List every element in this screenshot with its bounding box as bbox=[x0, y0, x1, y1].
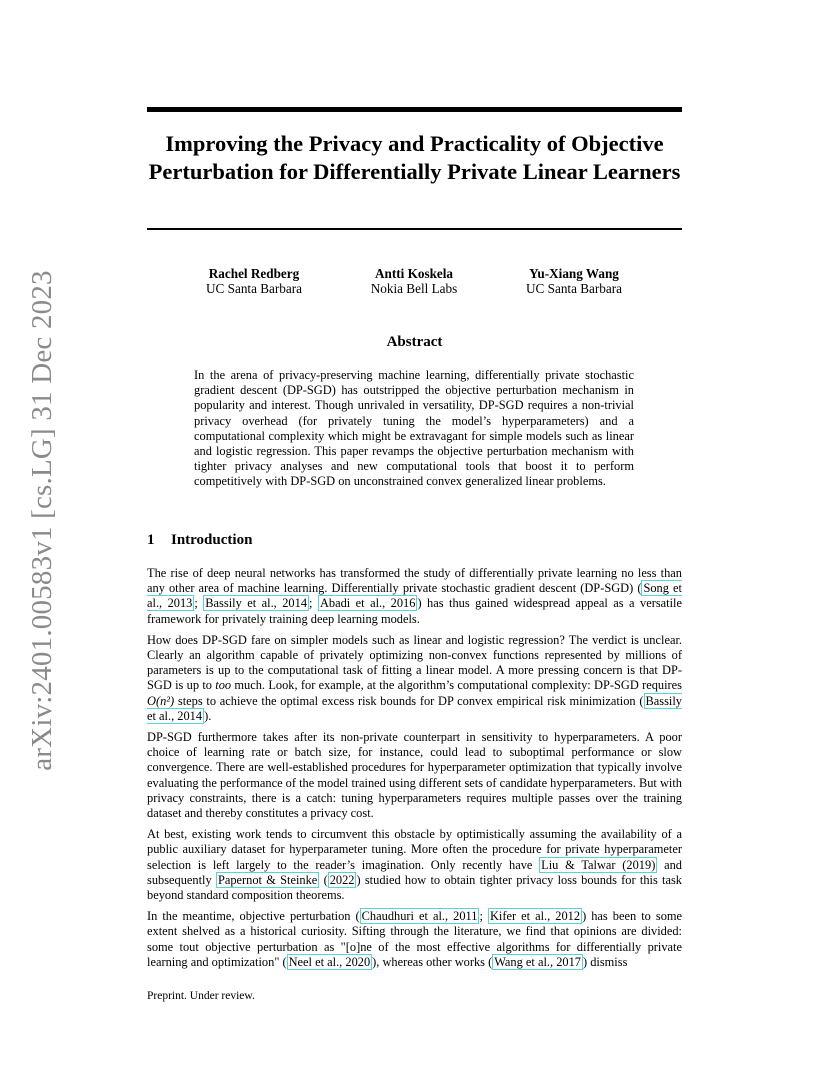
text-run: The rise of deep neural networks has transformed the study of differentially private learning no less than any other area of machine learning. Differentially private stochastic gradient descent (DP-SGD) ( bbox=[147, 566, 682, 596]
paragraph bbox=[147, 909, 682, 970]
author-block bbox=[324, 266, 504, 296]
text-run: ), whereas other works ( bbox=[372, 954, 493, 969]
citation-link[interactable]: Liu & Talwar (2019) bbox=[541, 857, 656, 872]
author-name: Rachel Redberg bbox=[208, 266, 300, 281]
citation-link[interactable]: Song et al., 2013 bbox=[147, 581, 682, 611]
citation-link[interactable]: Chaudhuri et al., 2011 bbox=[361, 909, 478, 924]
author-affiliation: UC Santa Barbara bbox=[206, 281, 302, 296]
author-name: Yu-Xiang Wang bbox=[529, 266, 619, 281]
paragraph: DP-SGD furthermore takes after its non-private counterpart in sensitivity to hyperparameters. A poor choice of learning rate or batch size, for instance, could lead to suboptimal performance or slow convergence. There are well-established procedures for hyperparameter optimization that typically involve evaluating the performance of the model trained using different sets of candidate hyperparameters. But with privacy constraints, there is a catch: tuning hyperparameters requires multiple passes over the training dataset and thereby constitutes a privacy cost. bbox=[147, 730, 682, 821]
body-text bbox=[147, 566, 682, 976]
section-heading bbox=[147, 532, 252, 549]
text-run: How does DP-SGD fare on simpler models such as linear and logistic regression? The verdict is unclear. Clearly an algorithm capable of privately optimizing non-convex functions represented by millions of parameters is up to the computational task of fitting a linear model. A more pressing concern is that DP-SGD is up to bbox=[147, 632, 682, 693]
abstract-heading: Abstract bbox=[386, 334, 443, 350]
text-run: much. Look, for example, at the algorithm’s computational complexity: DP-SGD requires bbox=[231, 678, 682, 693]
text-run: ; bbox=[479, 909, 488, 924]
section-title: Introduction bbox=[171, 532, 253, 548]
text-run: ) has been to some extent shelved as a historical curiosity. Sifting through the literature, we find that opinions are divided: some tout objective perturbation as "[o]ne of the most effective algorithms for differentially private learning and optimization" ( bbox=[147, 909, 683, 969]
author-name: Antti Koskela bbox=[374, 266, 454, 281]
author-block bbox=[484, 266, 664, 296]
section-number: 1 bbox=[147, 532, 155, 548]
arxiv-identifier-text: arXiv:2401.00583v1 [cs.LG] 31 Dec 2023 bbox=[25, 269, 58, 771]
text-run: ) studied how to obtain tighter privacy loss bounds for this task beyond standard composition theorems. bbox=[147, 872, 682, 903]
abstract-text: In the arena of privacy-preserving machine learning, differentially private stochastic gradient descent (DP-SGD) has outstripped the objective perturbation mechanism in popularity and interest. Though unrivaled in versatility, DP-SGD requires a non-trivial privacy overhead (for privately tuning the model’s hyperparameters) and a computational complexity which might be extravagant for simple models such as linear and logistic regression. This paper revamps the objective perturbation mechanism with tighter privacy analyses and new computational tools that boost it to perform competitively with DP-SGD on unconstrained convex generalized linear problems. bbox=[194, 368, 634, 489]
title-bottom-rule bbox=[147, 228, 682, 230]
math-expression: O(n²) bbox=[147, 693, 175, 708]
citation-link[interactable]: Wang et al., 2017 bbox=[494, 954, 581, 969]
citation-link[interactable]: Neel et al., 2020 bbox=[288, 954, 371, 969]
citation-link[interactable]: Abadi et al., 2016 bbox=[319, 596, 416, 611]
text-run: and subsequently bbox=[147, 857, 682, 887]
paragraph bbox=[147, 827, 682, 903]
emphasis: too bbox=[215, 678, 232, 693]
paragraph bbox=[147, 633, 682, 724]
text-run: ). bbox=[204, 708, 212, 723]
citation-link[interactable]: Bassily et al., 2014 bbox=[205, 596, 308, 611]
author-block bbox=[164, 266, 344, 296]
title-top-rule bbox=[147, 107, 682, 112]
text-run: ) dismiss bbox=[582, 954, 628, 969]
author-affiliation: Nokia Bell Labs bbox=[370, 281, 458, 296]
text-run: steps to achieve the optimal excess risk bounds for DP convex empirical risk minimization ( bbox=[174, 693, 644, 708]
paper-title: Improving the Privacy and Practicality of Objective Perturbation for Differentially Private Linear Learners bbox=[148, 131, 681, 184]
author-affiliation: UC Santa Barbara bbox=[526, 281, 622, 296]
text-run: ) has thus gained widespread appeal as a versatile framework for privately training deep learning models. bbox=[147, 596, 682, 626]
citation-link[interactable]: Kifer et al., 2012 bbox=[489, 909, 581, 924]
text-run: ; bbox=[194, 596, 204, 611]
text-run: In the meantime, objective perturbation ( bbox=[147, 909, 360, 924]
text-run: ; bbox=[309, 596, 318, 611]
paragraph bbox=[147, 566, 682, 627]
footer-note: Preprint. Under review. bbox=[147, 990, 255, 1002]
citation-link[interactable]: Bassily et al., 2014 bbox=[147, 693, 682, 723]
citation-link[interactable]: Papernot & Steinke bbox=[217, 872, 318, 887]
text-run: ( bbox=[319, 872, 328, 887]
citation-link[interactable]: 2022 bbox=[329, 872, 355, 887]
arxiv-identifier bbox=[24, 269, 60, 771]
text-run: At best, existing work tends to circumvent this obstacle by optimistically assuming the availability of a public auxiliary dataset for hyperparameter tuning. More often the procedure for private hyperparameter selection is left largely to the reader’s imagination. Only recently have bbox=[147, 827, 682, 872]
author-list bbox=[147, 266, 682, 300]
